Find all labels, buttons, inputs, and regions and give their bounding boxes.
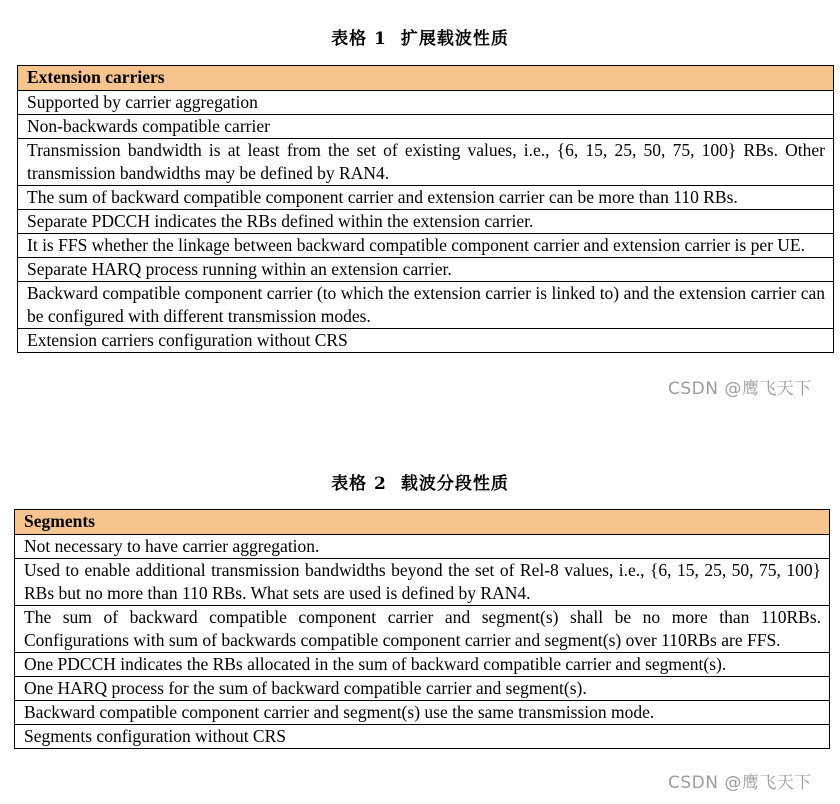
- table-row: [15, 606, 830, 653]
- table-cell: The sum of backward compatible component carrier and segment(s) shall be no more than 110RBs. Configurations with sum of backwards compatible component carrier and segment(s) over 110RBs are FFS.: [15, 606, 830, 653]
- table-cell: Non-backwards compatible carrier: [18, 115, 834, 139]
- table-cell: The sum of backward compatible component carrier and extension carrier can be more than 110 RBs.: [18, 186, 834, 210]
- table-cell: Transmission bandwidth is at least from the set of existing values, i.e., {6, 15, 25, 50, 75, 100} RBs. Other transmission bandwidths may be defined by RAN4.: [18, 139, 834, 186]
- table-cell: Supported by carrier aggregation: [18, 91, 834, 115]
- extension-carriers-table: [17, 65, 834, 353]
- table-row: [18, 282, 834, 329]
- table-header-row: [18, 66, 834, 91]
- table-row: [15, 535, 830, 559]
- table-cell: Separate PDCCH indicates the RBs defined within the extension carrier.: [18, 210, 834, 234]
- table-row: [18, 234, 834, 258]
- table-header-cell: Segments: [15, 510, 830, 535]
- table-row: [18, 258, 834, 282]
- table-cell: Used to enable additional transmission bandwidths beyond the set of Rel-8 values, i.e., {6, 15, 25, 50, 75, 100} RBs but no more than 110 RBs. What sets are used is defined by RAN4.: [15, 559, 830, 606]
- watermark: CSDN @鹰飞天下: [668, 773, 812, 793]
- table-row: [18, 91, 834, 115]
- table-row: [15, 701, 830, 725]
- table-2-caption: [0, 469, 840, 494]
- table-1-caption-title: 扩展载波性质: [400, 29, 509, 49]
- table-row: [18, 139, 834, 186]
- table-row: [18, 115, 834, 139]
- table-2-caption-title: 载波分段性质: [400, 474, 509, 494]
- table-row: [15, 653, 830, 677]
- table-row: [18, 210, 834, 234]
- table-cell: Extension carriers configuration without CRS: [18, 329, 834, 353]
- table-cell: Separate HARQ process running within an extension carrier.: [18, 258, 834, 282]
- table-cell: It is FFS whether the linkage between backward compatible component carrier and extension carrier is per UE.: [18, 234, 834, 258]
- table-1-caption-number: 表格 1: [331, 29, 387, 49]
- table-cell: Backward compatible component carrier (to which the extension carrier is linked to) and the extension carrier can be configured with different transmission modes.: [18, 282, 834, 329]
- watermark: CSDN @鹰飞天下: [668, 379, 812, 399]
- table-cell: Segments configuration without CRS: [15, 725, 830, 749]
- table-cell: Not necessary to have carrier aggregation.: [15, 535, 830, 559]
- table-row: [18, 329, 834, 353]
- table-cell: One HARQ process for the sum of backward compatible carrier and segment(s).: [15, 677, 830, 701]
- table-1-caption: [0, 24, 840, 49]
- table-header-cell: Extension carriers: [18, 66, 834, 91]
- table-row: [15, 725, 830, 749]
- table-header-row: [15, 510, 830, 535]
- table-cell: One PDCCH indicates the RBs allocated in the sum of backward compatible carrier and segment(s).: [15, 653, 830, 677]
- table-2-caption-number: 表格 2: [331, 474, 387, 494]
- segments-table: [14, 509, 830, 749]
- table-cell: Backward compatible component carrier and segment(s) use the same transmission mode.: [15, 701, 830, 725]
- table-row: [15, 559, 830, 606]
- table-row: [18, 186, 834, 210]
- table-row: [15, 677, 830, 701]
